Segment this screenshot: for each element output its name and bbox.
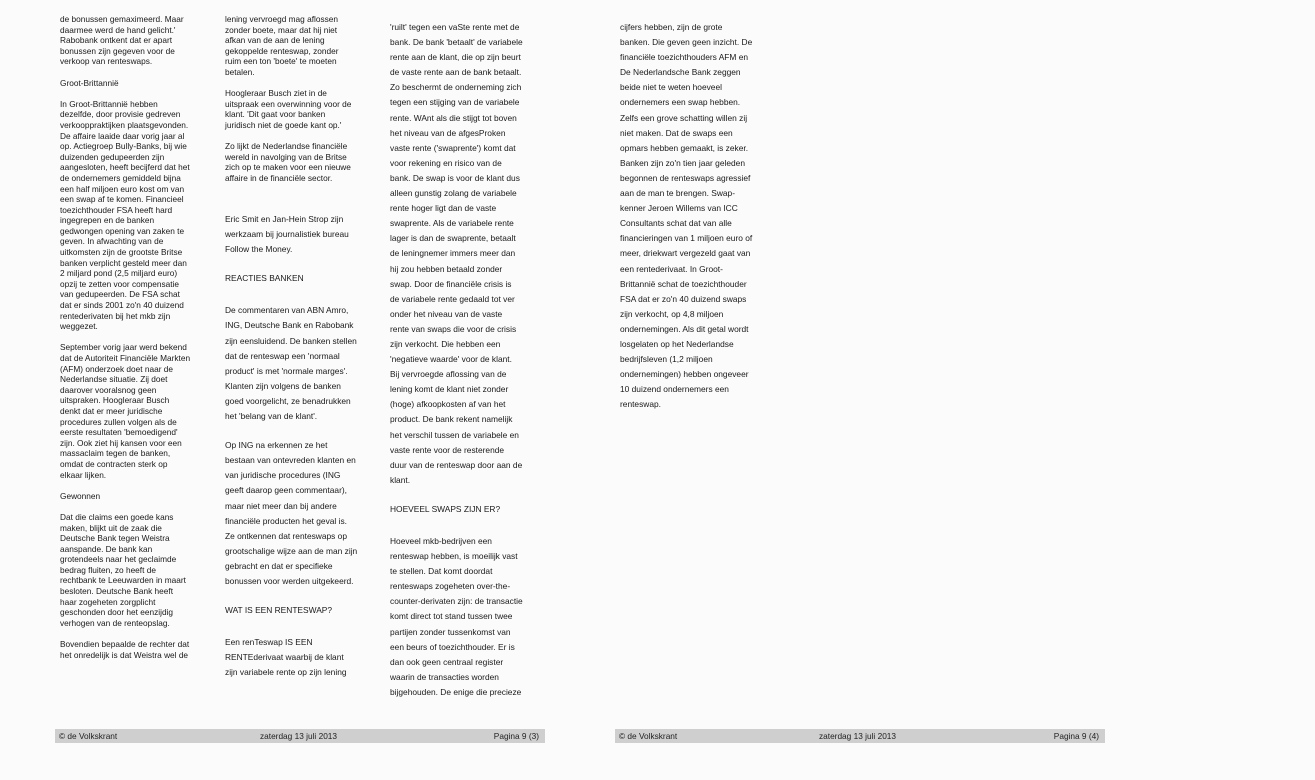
paragraph: de bonussen gemaximeerd. Maar daarmee werd de hand gelicht.' Rabobank ontkent dat er apart bonussen zijn gegeven voor de verkoop van renteswaps. xyxy=(60,14,184,67)
page-9-4 xyxy=(560,0,1315,780)
column-1 xyxy=(620,20,790,426)
paragraph: In Groot-Brittannië hebben dezelfde, door provisie gedreven verkooppraktijken plaatsgevonden. De affaire laaide daar vorig jaar al op. Actiegroep Bully-Banks, bij wie duizenden gedupeerden zijn aangesloten, heeft becijferd dat het de ondernemers gemiddeld bijna een half miljoen euro kost om van een swap af te komen. Financieel toezichthouder FSA heeft hard ingegrepen en de banken gedwongen opening van zaken te geven. In afwachting van de uitkomsten zijn de grootste Britse banken verplicht gesteld meer dan 2 miljard pond (2,5 miljard euro) opzij te zetten voor compensatie van gedupeerden. De FSA schat dat er sinds 2001 zo'n 40 duizend rentederivaten bij het mkb zijn weggezet. xyxy=(60,98,190,332)
section-heading: Groot-Brittannië xyxy=(60,77,119,88)
paragraph: Op ING na erkennen ze het bestaan van ontevreden klanten en van juridische procedures (ING geeft daarop geen commentaar), maar niet meer dan bij andere financiële producten het geval is. Ze ontkennen dat renteswaps op grootschalige wijze aan de man zijn gebracht en dat er specifieke bonussen voor werden uitgekeerd. xyxy=(225,440,358,586)
paragraph: cijfers hebben, zijn de grote banken. Die geven geen inzicht. De financiële toezichthouders AFM en De Nederlandsche Bank zeggen beide niet te weten hoeveel ondernemers een swap hebben. Zelfs een grove schatting willen zij niet maken. Dat de swaps een opmars hebben gemaakt, is zeker. Banken zijn zo'n tien jaar geleden begonnen de renteswaps agressief aan de man te brengen. Swap- kenner Jeroen Willems van ICC Consultants schat dat van alle financieringen van 1 miljoen euro of meer, driekwart vergezeld gaat van een rentederivaat. In Groot- Brittannië schat de toezichthouder FSA dat er zo'n 40 duizend swaps zijn verkocht, op 4,8 miljoen ondernemingen. Als dit getal wordt losgelaten op het Nederlandse bedrijfsleven (1,2 miljoen ondernemingen) hebben ongeveer 10 duizend ondernemers een renteswap. xyxy=(620,22,753,410)
footer-page-number: Pagina 9 (3) xyxy=(493,731,539,741)
paragraph: September vorig jaar werd bekend dat de Autoriteit Financiële Markten (AFM) onderzoek doet naar de Nederlandse situatie. Zij doet daarover vooralsnog geen uitspraken. Hoogleraar Busch denkt dat er meer juridische procedures zullen volgen als de eerste resultaten 'bemoedigend' zijn. Ook ziet hij kansen voor een massaclaim tegen de banken, omdat de contracten sterk op elkaar lijken. xyxy=(60,342,191,480)
paragraph: Een renTeswap IS EEN RENTEderivaat waarbij de klant zijn variabele rente op zijn lening xyxy=(225,637,347,678)
footer-date: zaterdag 13 juli 2013 xyxy=(260,731,338,741)
footer-source: © de Volkskrant xyxy=(59,731,118,741)
column-2b xyxy=(225,212,385,694)
paragraph: 'ruilt' tegen een vaSte rente met de bank. De bank 'betaalt' de variabele rente aan de klant, die op zijn beurt de vaste rente aan de bank betaalt. Zo beschermt de onderneming zich tegen een stijging van de variabele rente. WAnt als die stijgt tot boven het niveau van de afgesProken vaste rente ('swaprente') komt dat voor rekening en risico van de bank. De swap is voor de klant dus alleen gunstig zolang de variabele rente hoger ligt dan de vaste swaprente. Als de variabele rente lager is dan de swaprente, betaalt de leningnemer immers meer dan hij zou hebben betaald zonder swap. Door de financiële crisis is de variabele rente gedaald tot ver onder het niveau van de vaste rente van swaps die voor de crisis zijn verkocht. Die hebben een 'negatieve waarde' voor de klant. Bij vervroegde aflossing van de lening komt de klant niet zonder (hoge) afkoopkosten af van het product. De bank rekent namelijk het verschil tussen de variabele en vaste rente voor de resterende duur van de renteswap door aan de klant. xyxy=(390,22,523,485)
paragraph: Hoogleraar Busch ziet in de uitspraak een overwinning voor de klant. 'Dit gaat voor banken juridisch niet de goede kant op.' xyxy=(225,88,352,130)
paragraph: Hoeveel mkb-bedrijven een renteswap hebben, is moeilijk vast te stellen. Dat komt doordat renteswaps zogeheten over-the- counter-derivaten zijn: de transactie komt direct tot stand tussen twee partijen zonder tussenkomst van een beurs of toezichthouder. Er is dan ook geen centraal register waarin de transacties worden bijgehouden. De enige die precieze xyxy=(390,536,523,697)
section-heading: HOEVEEL SWAPS ZIJN ER? xyxy=(390,503,501,514)
paragraph: Bovendien bepaalde de rechter dat het onredelijk is dat Weistra wel de xyxy=(60,639,190,660)
section-heading: WAT IS EEN RENTESWAP? xyxy=(225,605,333,616)
page-footer xyxy=(55,729,545,743)
paragraph: De commentaren van ABN Amro, ING, Deutsche Bank en Rabobank zijn eensluidend. De banken stellen dat de renteswap een 'normaal product' is met 'normale marges'. Klanten zijn volgens de banken goed voorgelicht, ze benadrukken het 'belang van de klant'. xyxy=(225,305,357,422)
footer-source: © de Volkskrant xyxy=(619,731,678,741)
paragraph: lening vervroegd mag aflossen zonder boete, maar dat hij niet afkan van de aan de lening gekoppelde renteswap, zonder ruim een ton 'boete' te moeten betalen. xyxy=(225,14,339,77)
column-2a xyxy=(225,14,385,194)
column-3 xyxy=(390,20,550,714)
paragraph: Eric Smit en Jan-Hein Strop zijn werkzaam bij journalistiek bureau Follow the Money. xyxy=(225,214,349,255)
page-9-3 xyxy=(0,0,560,780)
paragraph: Zo lijkt de Nederlandse financiële wereld in navolging van de Britse zich op te maken voor een nieuwe affaire in de financiële sector. xyxy=(225,141,351,183)
column-1 xyxy=(60,14,220,671)
section-heading: Gewonnen xyxy=(60,490,101,501)
page-footer xyxy=(615,729,1105,743)
paragraph: Dat die claims een goede kans maken, blijkt uit de zaak die Deutsche Bank tegen Weistra aanspande. De bank kan grotendeels naar het geclaimde bedrag fluiten, zo heeft de rechtbank te Leeuwarden in maart besloten. Deutsche Bank heeft haar zogeheten zorgplicht geschonden door het eenzijdig verhogen van de renteopslag. xyxy=(60,511,186,628)
section-heading: REACTIES BANKEN xyxy=(225,273,304,284)
footer-page-number: Pagina 9 (4) xyxy=(1053,731,1099,741)
footer-date: zaterdag 13 juli 2013 xyxy=(819,731,897,741)
